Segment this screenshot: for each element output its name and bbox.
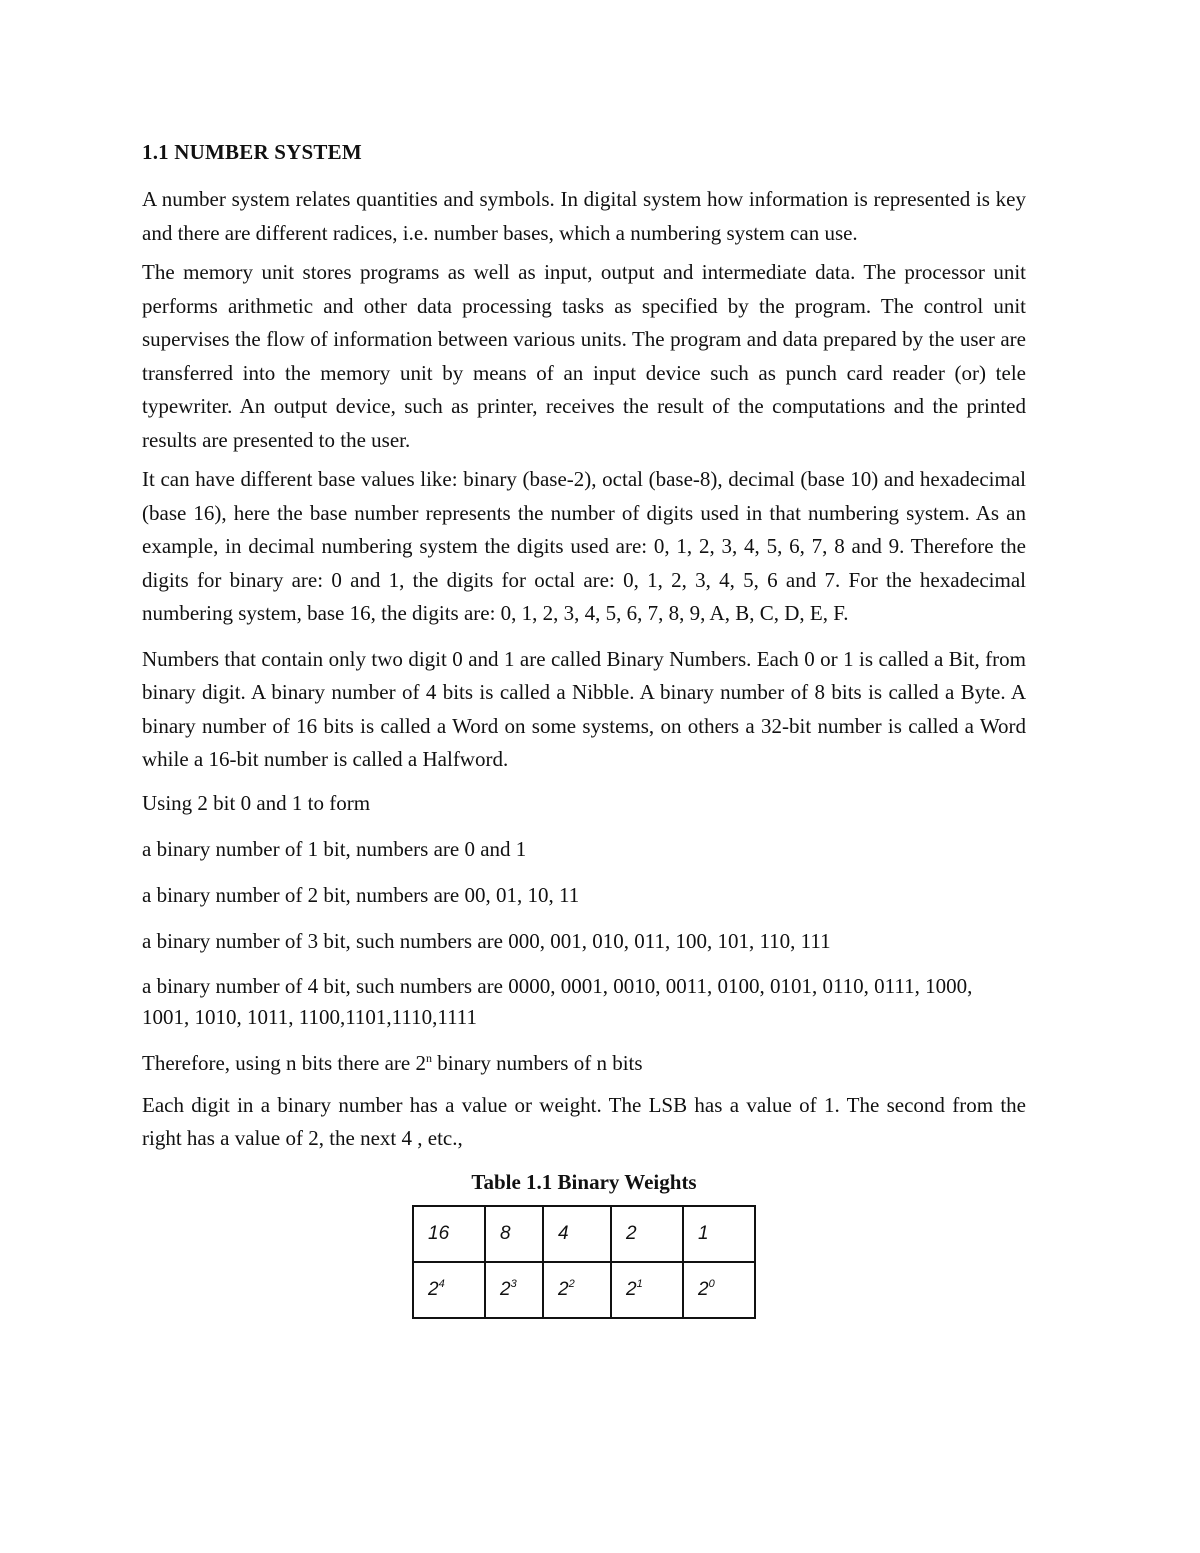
line-four-bit: a binary number of 4 bit, such numbers are 0000, 0001, 0010, 0011, 0100, 0101, 0110, 0111, 1000, [142, 973, 973, 998]
paragraph-number-system: A number system relates quantities and symbols. In digital system how information is represented is key and there are different radices, i.e. number bases, which a numbering system can use. [142, 187, 1026, 245]
paragraph-memory-unit: The memory unit stores programs as well as input, output and intermediate data. The processor unit performs arithmetic and other data processing tasks as specified by the program. The control unit supervises the flow of information between various units. The program and data prepared by the user are transferred into the memory unit by means of an input device such as punch card reader (or) tele typewriter. An output device, such as printer, receives the result of the computations and the printed results are presented to the user. [142, 260, 1026, 452]
paragraph-base-values: It can have different base values like: binary (base-2), octal (base-8), decimal (base 10) and hexadecimal (base 16), here the base number represents the number of digits used in that numbering system. As an example, in decimal numbering system the digits used are: 0, 1, 2, 3, 4, 5, 6, 7, 8 and 9. Therefore the digits for binary are: 0 and 1, the digits for octal are: 0, 1, 2, 3, 4, 5, 6 and 7. For the hexadecimal numbering system, base 16, the digits are: 0, 1, 2, 3, 4, 5, 6, 7, 8, 9, A, B, C, D, E, F. [142, 467, 1026, 625]
table-cell-power: $2^3$ [485, 1262, 543, 1318]
table-cell-power: $2^2$ [543, 1262, 611, 1318]
therefore-exponent: n [425, 1050, 432, 1065]
binary-weights-table [412, 1205, 756, 1319]
therefore-text-end: binary numbers of n bits [431, 1050, 643, 1075]
table-cell-power: $2^0$ [683, 1262, 755, 1318]
table-container [142, 1205, 1026, 1319]
table-cell-value: 2 [611, 1206, 683, 1262]
table-cell-value: 4 [543, 1206, 611, 1262]
document-page [142, 140, 1026, 1319]
line-four-bit-continued: 1001, 1010, 1011, 1100,1101,1110,1111 [142, 1004, 478, 1029]
table-caption: Table 1.1 Binary Weights [471, 1169, 697, 1194]
paragraph-binary-numbers: Numbers that contain only two digit 0 and 1 are called Binary Numbers. Each 0 or 1 is called a Bit, from binary digit. A binary number of 4 bits is called a Nibble. A binary number of 8 bits is called a Byte. A binary number of 16 bits is called a Word on some systems, on others a 32-bit number is called a Word while a 16-bit number is called a Halfword. [142, 646, 1026, 771]
table-cell-power: $2^1$ [611, 1262, 683, 1318]
line-using-bits: Using 2 bit 0 and 1 to form [142, 790, 371, 815]
table-cell-power: $2^4$ [413, 1262, 485, 1318]
table-row-values [413, 1206, 755, 1262]
line-one-bit: a binary number of 1 bit, numbers are 0 and 1 [142, 836, 527, 861]
line-two-bit: a binary number of 2 bit, numbers are 00, 01, 10, 11 [142, 882, 580, 907]
table-cell-value: 1 [683, 1206, 755, 1262]
paragraph-binary-weight: Each digit in a binary number has a value or weight. The LSB has a value of 1. The second from the right has a value of 2, the next 4 , etc., [142, 1092, 1026, 1150]
table-row-powers [413, 1262, 755, 1318]
section-heading: 1.1 NUMBER SYSTEM [142, 140, 362, 164]
table-cell-value: 8 [485, 1206, 543, 1262]
line-therefore [142, 1049, 1026, 1077]
line-three-bit: a binary number of 3 bit, such numbers are 000, 001, 010, 011, 100, 101, 110, 111 [142, 928, 831, 953]
therefore-text: Therefore, using n bits there are 2 [142, 1050, 426, 1075]
table-cell-value: 16 [413, 1206, 485, 1262]
